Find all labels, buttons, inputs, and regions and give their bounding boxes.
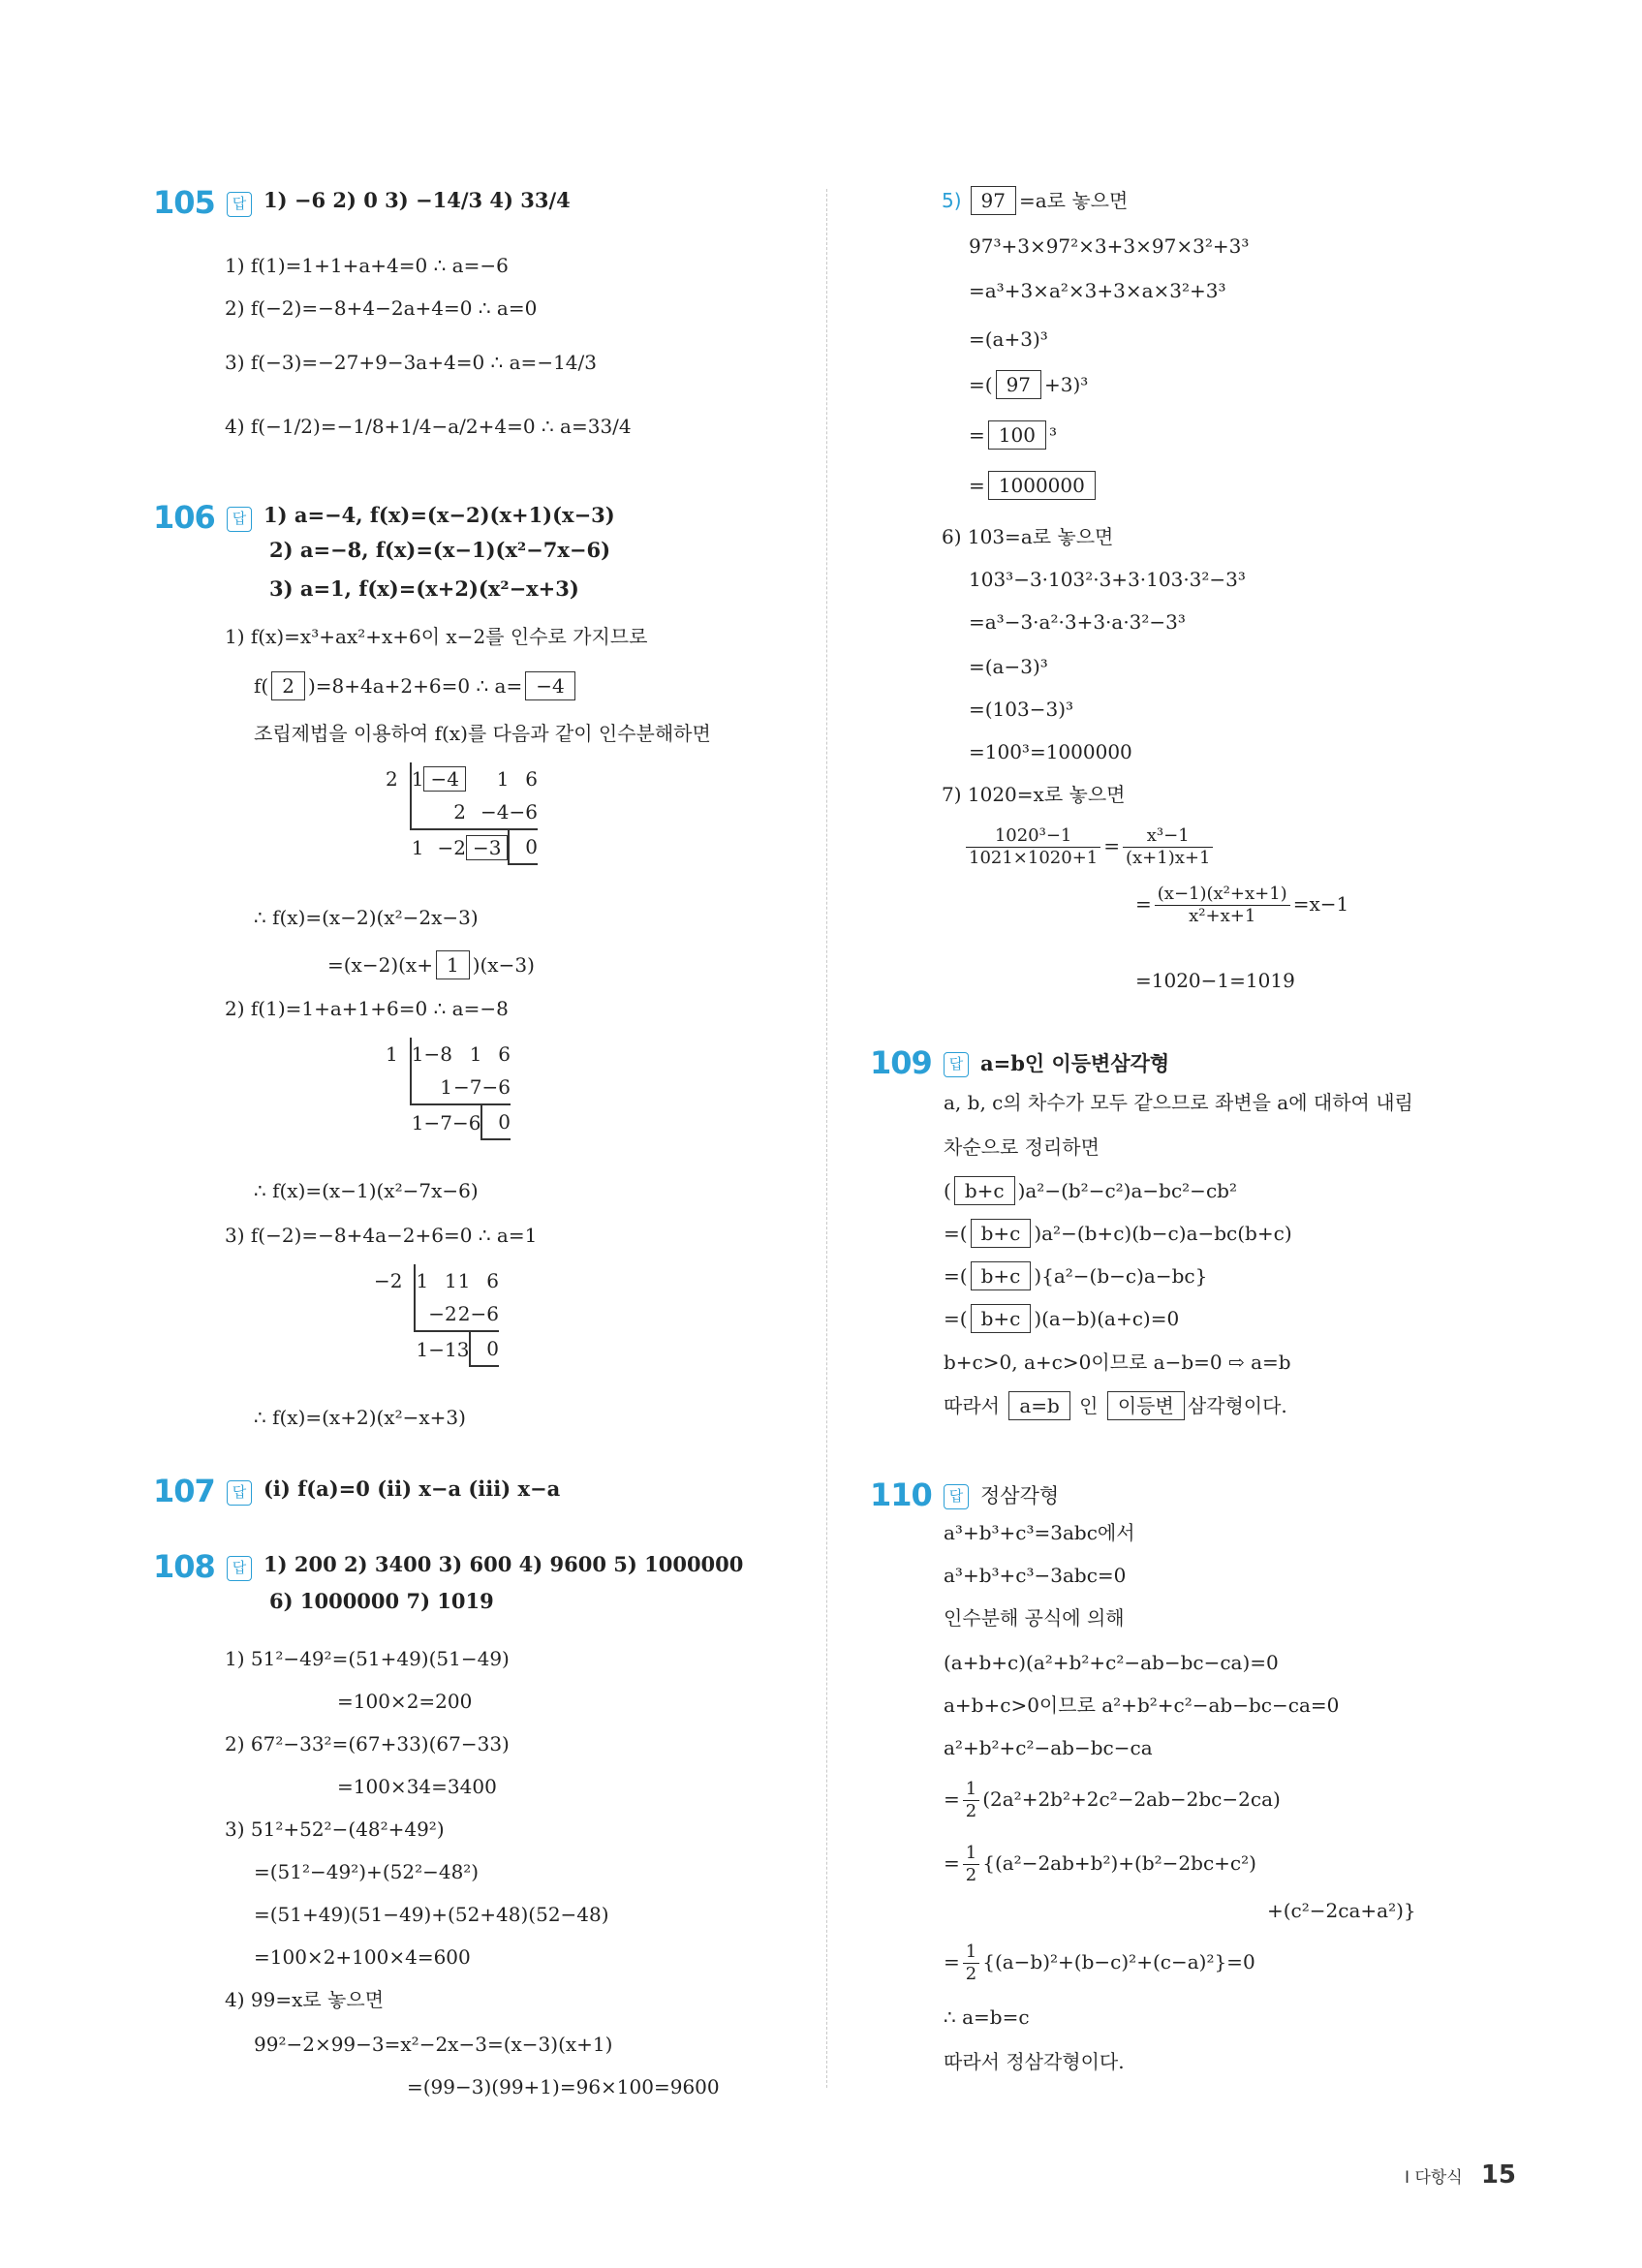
expr-part: 삼각형이다. <box>1187 1394 1287 1417</box>
solution-line: 6) 103=a로 놓으면 <box>942 525 1114 548</box>
solution-line: ∴ a=b=c <box>944 2005 1030 2029</box>
synthetic-division-2 <box>386 1038 511 1140</box>
answer-text: 6) 1000000 7) 1019 <box>269 1589 494 1613</box>
coef <box>411 1071 424 1104</box>
blank-box: a=b <box>1008 1391 1069 1420</box>
column-divider <box>826 189 827 2088</box>
expr-part: 인 <box>1079 1394 1099 1417</box>
solution-line: (a+b+c)(a²+b²+c²−ab−bc−ca)=0 <box>944 1651 1279 1674</box>
problem-number: 107 <box>153 1473 215 1509</box>
blank-box: −4 <box>423 766 465 792</box>
coef <box>411 795 424 829</box>
solution-line: =100×2+100×4=600 <box>254 1945 471 1969</box>
expr-part: ){a²−(b−c)a−bc} <box>1034 1264 1208 1288</box>
solution-line <box>944 1304 1179 1333</box>
solution-line: 4) 99=x로 놓으면 <box>225 1988 385 2011</box>
answer-badge: 답 <box>227 1480 252 1506</box>
solution-line: 99²−2×99−3=x²−2x−3=(x−3)(x+1) <box>254 2033 613 2056</box>
answer-badge: 답 <box>227 507 252 532</box>
page-number: 15 <box>1480 2160 1516 2190</box>
solution-line <box>944 1176 1237 1205</box>
solution-line: 2) f(1)=1+a+1+6=0 ∴ a=−8 <box>225 997 509 1020</box>
solution-line: a²+b²+c²−ab−bc−ca <box>944 1736 1153 1759</box>
expr-part: =( <box>944 1222 968 1245</box>
solution-line: a³+b³+c³=3abc에서 <box>944 1521 1135 1544</box>
coef <box>423 762 465 795</box>
blank-box: b+c <box>954 1176 1015 1205</box>
coef: −6 <box>481 1071 510 1104</box>
solution-line: 차순으로 정리하면 <box>944 1135 1100 1159</box>
expr-part: )(x−3) <box>472 953 535 977</box>
problem-number: 105 <box>153 184 215 221</box>
coef: 1 <box>411 762 424 795</box>
coef: 1 <box>416 1337 429 1361</box>
expr-part: =( <box>969 373 993 396</box>
solution-line: a+b+c>0이므로 a²+b²+c²−ab−bc−ca=0 <box>944 1693 1340 1717</box>
expr-part: =x−1 <box>1292 892 1349 916</box>
denominator: (x+1)x+1 <box>1126 848 1211 868</box>
solution-line: =a³−3·a²·3+3·a·3²−3³ <box>969 610 1186 634</box>
solution-line: b+c>0, a+c>0이므로 a−b=0 ⇨ a=b <box>944 1351 1291 1374</box>
fraction <box>1155 884 1290 927</box>
coef: −7 <box>423 1110 452 1134</box>
expr-part: =a로 놓으면 <box>1018 189 1129 212</box>
blank-box: 이등변 <box>1107 1391 1185 1420</box>
expr-part: =(x−2)(x+ <box>327 953 433 977</box>
solution-line: a³+b³+c³−3abc=0 <box>944 1564 1127 1587</box>
solution-line: 97³+3×97²×3+3×97×3²+3³ <box>969 234 1250 258</box>
answer-text: 1) −6 2) 0 3) −14/3 4) 33/4 <box>263 188 571 212</box>
denominator: x²+x+1 <box>1189 906 1256 926</box>
solution-line: = $\frac{1}{2}$ {(a−b)²+(b−c)²+(c−a)²}=0 <box>944 1942 1255 1984</box>
solution-line: = $\frac{1}{2}$ (2a²+2b²+2c²−2ab−2bc−2ca) <box>944 1779 1281 1821</box>
expr-part: ( <box>944 1179 951 1202</box>
solution-line: =(51²−49²)+(52²−48²) <box>254 1860 480 1883</box>
blank-box: b+c <box>971 1304 1032 1333</box>
solution-line: 2) f(−2)=−8+4−2a+4=0 ∴ a=0 <box>225 296 538 320</box>
solution-line: 7) 1020=x로 놓으면 <box>942 783 1126 806</box>
solution-line: =(103−3)³ <box>969 698 1074 721</box>
problem-number: 109 <box>870 1044 932 1081</box>
coef: 3 <box>456 1337 470 1361</box>
blank-box: b+c <box>971 1261 1032 1290</box>
solution-line <box>942 186 1128 215</box>
remainder: 0 <box>470 1331 498 1366</box>
denominator: 1021×1020+1 <box>969 848 1099 868</box>
expr-part: )a²−(b+c)(b−c)a−bc(b+c) <box>1034 1222 1292 1245</box>
solution-line: 2) 67²−33²=(67+33)(67−33) <box>225 1732 510 1755</box>
coef: −2 <box>437 835 466 859</box>
solution-line: 1) f(1)=1+1+a+4=0 ∴ a=−6 <box>225 254 509 277</box>
numerator: 1 <box>963 1942 979 1964</box>
coef: 6 <box>498 1042 511 1066</box>
divisor: 1 <box>386 1042 398 1066</box>
solution-line: 인수분해 공식에 의해 <box>944 1606 1125 1630</box>
expr-part: = <box>969 474 985 497</box>
solution-line: = $\frac{\text{(x−1)(x²+x+1)}}{\text{x²+x+1}}$ =x−1 <box>1135 884 1349 926</box>
expr-part: f( <box>254 674 269 698</box>
blank-box: −3 <box>466 835 508 860</box>
solution-line: =(a−3)³ <box>969 655 1048 678</box>
remainder: 0 <box>509 829 537 864</box>
problem-number: 108 <box>153 1548 215 1585</box>
solution-line: =(51+49)(51−49)+(52+48)(52−48) <box>254 1903 609 1926</box>
solution-line: 4) f(−1/2)=−1/8+1/4−a/2+4=0 ∴ a=33/4 <box>225 415 632 438</box>
coef: 1 <box>469 1042 482 1066</box>
coef: 6 <box>525 767 538 791</box>
expr-part: {(a²−2ab+b²)+(b²−2bc+c²) <box>982 1851 1256 1875</box>
answer-text: 3) a=1, f(x)=(x+2)(x²−x+3) <box>269 576 579 601</box>
solution-line: ∴ f(x)=(x+2)(x²−x+3) <box>254 1406 466 1429</box>
coef: 6 <box>486 1269 499 1292</box>
blank-box: 2 <box>271 671 305 700</box>
coef: 1 <box>423 1071 451 1104</box>
fraction <box>1123 825 1213 869</box>
denominator: 2 <box>965 1964 977 1984</box>
answer-badge: 답 <box>227 1556 252 1581</box>
answer-text: 1) 200 2) 3400 3) 600 4) 9600 5) 1000000 <box>263 1552 744 1576</box>
expr-part: )(a−b)(a+c)=0 <box>1034 1307 1180 1330</box>
blank-box: 100 <box>988 420 1046 450</box>
coef: −4 <box>466 795 509 829</box>
answer-badge: 답 <box>944 1484 969 1509</box>
numerator: 1 <box>963 1779 979 1801</box>
expr-part: = <box>969 423 985 447</box>
solution-line <box>327 950 535 979</box>
coef: −8 <box>423 1042 452 1066</box>
solution-line: =100³=1000000 <box>969 740 1132 763</box>
solution-line: = $\frac{1}{2}$ {(a²−2ab+b²)+(b²−2bc+c²) <box>944 1843 1256 1885</box>
expr-part: =( <box>944 1307 968 1330</box>
answer-badge: 답 <box>944 1052 969 1077</box>
solution-line: 조립제법을 이용하여 f(x)를 다음과 같이 인수분해하면 <box>254 722 711 745</box>
numerator: x³−1 <box>1123 825 1213 848</box>
fraction <box>966 825 1100 869</box>
fraction <box>963 1942 979 1985</box>
fraction <box>963 1843 979 1886</box>
solution-line <box>969 370 1088 399</box>
divisor: 2 <box>386 767 398 791</box>
expr-part: )=8+4a+2+6=0 ∴ a= <box>307 674 523 698</box>
answer-text: 2) a=−8, f(x)=(x−1)(x²−7x−6) <box>269 538 611 562</box>
solution-line <box>944 1391 1287 1420</box>
page-footer <box>1405 2160 1516 2190</box>
answer-text: 정삼각형 <box>980 1484 1060 1507</box>
coef: 1 <box>411 1110 424 1134</box>
expr-part: =( <box>944 1264 968 1288</box>
answer-badge: 답 <box>227 192 252 217</box>
solution-line: =(99−3)(99+1)=96×100=9600 <box>407 2075 720 2098</box>
expr-part: ³ <box>1048 423 1057 447</box>
coef: 1 <box>444 1269 457 1292</box>
solution-line: =100×34=3400 <box>337 1775 497 1798</box>
expr-part: (2a²+2b²+2c²−2ab−2bc−2ca) <box>982 1787 1281 1811</box>
solution-line: a, b, c의 차수가 모두 같으므로 좌변을 a에 대하여 내림 <box>944 1091 1413 1114</box>
solution-line: $\frac{\text{1020³−1}}{1021\times 1020+1}$ = $\frac{\text{x³−1}}{(x+1)x+1}$ <box>963 825 1216 869</box>
numerator: 1 <box>963 1843 979 1865</box>
solution-line <box>944 1219 1292 1248</box>
solution-line: =100×2=200 <box>337 1690 473 1713</box>
blank-box: 97 <box>996 370 1041 399</box>
numerator: 1020³−1 <box>966 825 1100 848</box>
expr-part: +3)³ <box>1044 373 1089 396</box>
solution-line: =(a+3)³ <box>969 327 1048 351</box>
solution-line: 따라서 정삼각형이다. <box>944 2050 1125 2073</box>
coef: −6 <box>451 1110 481 1134</box>
fraction <box>963 1779 979 1822</box>
denominator: 2 <box>965 1801 977 1821</box>
solution-line: 1) 51²−49²=(51+49)(51−49) <box>225 1647 510 1670</box>
blank-box: b+c <box>971 1219 1032 1248</box>
coef: 1 <box>496 767 510 791</box>
solution-line: 1) f(x)=x³+ax²+x+6이 x−2를 인수로 가지므로 <box>225 625 648 648</box>
expr-part: {(a−b)²+(b−c)²+(c−a)²}=0 <box>982 1950 1255 1973</box>
coef: 2 <box>457 1297 471 1331</box>
solution-line: ∴ f(x)=(x−2)(x²−2x−3) <box>254 906 479 929</box>
remainder: 0 <box>481 1104 510 1139</box>
coef <box>466 829 509 864</box>
coef: 1 <box>415 1264 428 1297</box>
solution-line: 3) 51²+52²−(48²+49²) <box>225 1818 445 1841</box>
coef: 2 <box>423 795 465 829</box>
expr-part: 따라서 <box>944 1394 1000 1417</box>
blank-box: 97 <box>971 186 1016 215</box>
blank-box: −4 <box>525 671 574 700</box>
solution-line <box>254 671 578 700</box>
coef: −1 <box>428 1337 457 1361</box>
section-label: Ⅰ 다항식 <box>1405 2168 1463 2188</box>
synthetic-division-3 <box>374 1264 499 1367</box>
answer-text: 1) a=−4, f(x)=(x−2)(x+1)(x−3) <box>263 503 615 527</box>
solution-line <box>969 420 1057 450</box>
denominator: 2 <box>965 1865 977 1885</box>
solution-line <box>944 1261 1207 1290</box>
solution-line: 3) f(−3)=−27+9−3a+4=0 ∴ a=−14/3 <box>225 351 597 374</box>
solution-line <box>969 471 1099 500</box>
coef: −2 <box>428 1297 456 1331</box>
coef <box>415 1297 428 1331</box>
coef: 1 <box>411 835 424 859</box>
blank-box: 1 <box>436 950 470 979</box>
problem-number: 106 <box>153 499 215 536</box>
solution-line: +(c²−2ca+a²)} <box>1267 1899 1416 1922</box>
coef: −6 <box>470 1297 498 1331</box>
numerator: (x−1)(x²+x+1) <box>1155 884 1290 906</box>
coef: −6 <box>509 795 537 829</box>
answer-text: a=b인 이등변삼각형 <box>980 1051 1170 1075</box>
solution-line: =1020−1=1019 <box>1135 969 1295 992</box>
problem-number: 110 <box>870 1476 932 1513</box>
coef: 1 <box>411 1038 424 1071</box>
blank-box: 1000000 <box>988 471 1096 500</box>
part-label: 5) <box>942 189 962 212</box>
solution-line: 3) f(−2)=−8+4a−2+6=0 ∴ a=1 <box>225 1224 538 1247</box>
coef: 1 <box>457 1269 471 1292</box>
coef: −7 <box>452 1071 481 1104</box>
solution-line: ∴ f(x)=(x−1)(x²−7x−6) <box>254 1179 479 1202</box>
divisor: −2 <box>374 1269 403 1292</box>
solution-line: =a³+3×a²×3+3×a×3²+3³ <box>969 279 1226 302</box>
expr-part: )a²−(b²−c²)a−bc²−cb² <box>1017 1179 1237 1202</box>
solution-line: 103³−3·103²·3+3·103·3²−3³ <box>969 568 1246 591</box>
answer-text: (i) f(a)=0 (ii) x−a (iii) x−a <box>263 1476 561 1501</box>
synthetic-division-1 <box>386 762 538 865</box>
